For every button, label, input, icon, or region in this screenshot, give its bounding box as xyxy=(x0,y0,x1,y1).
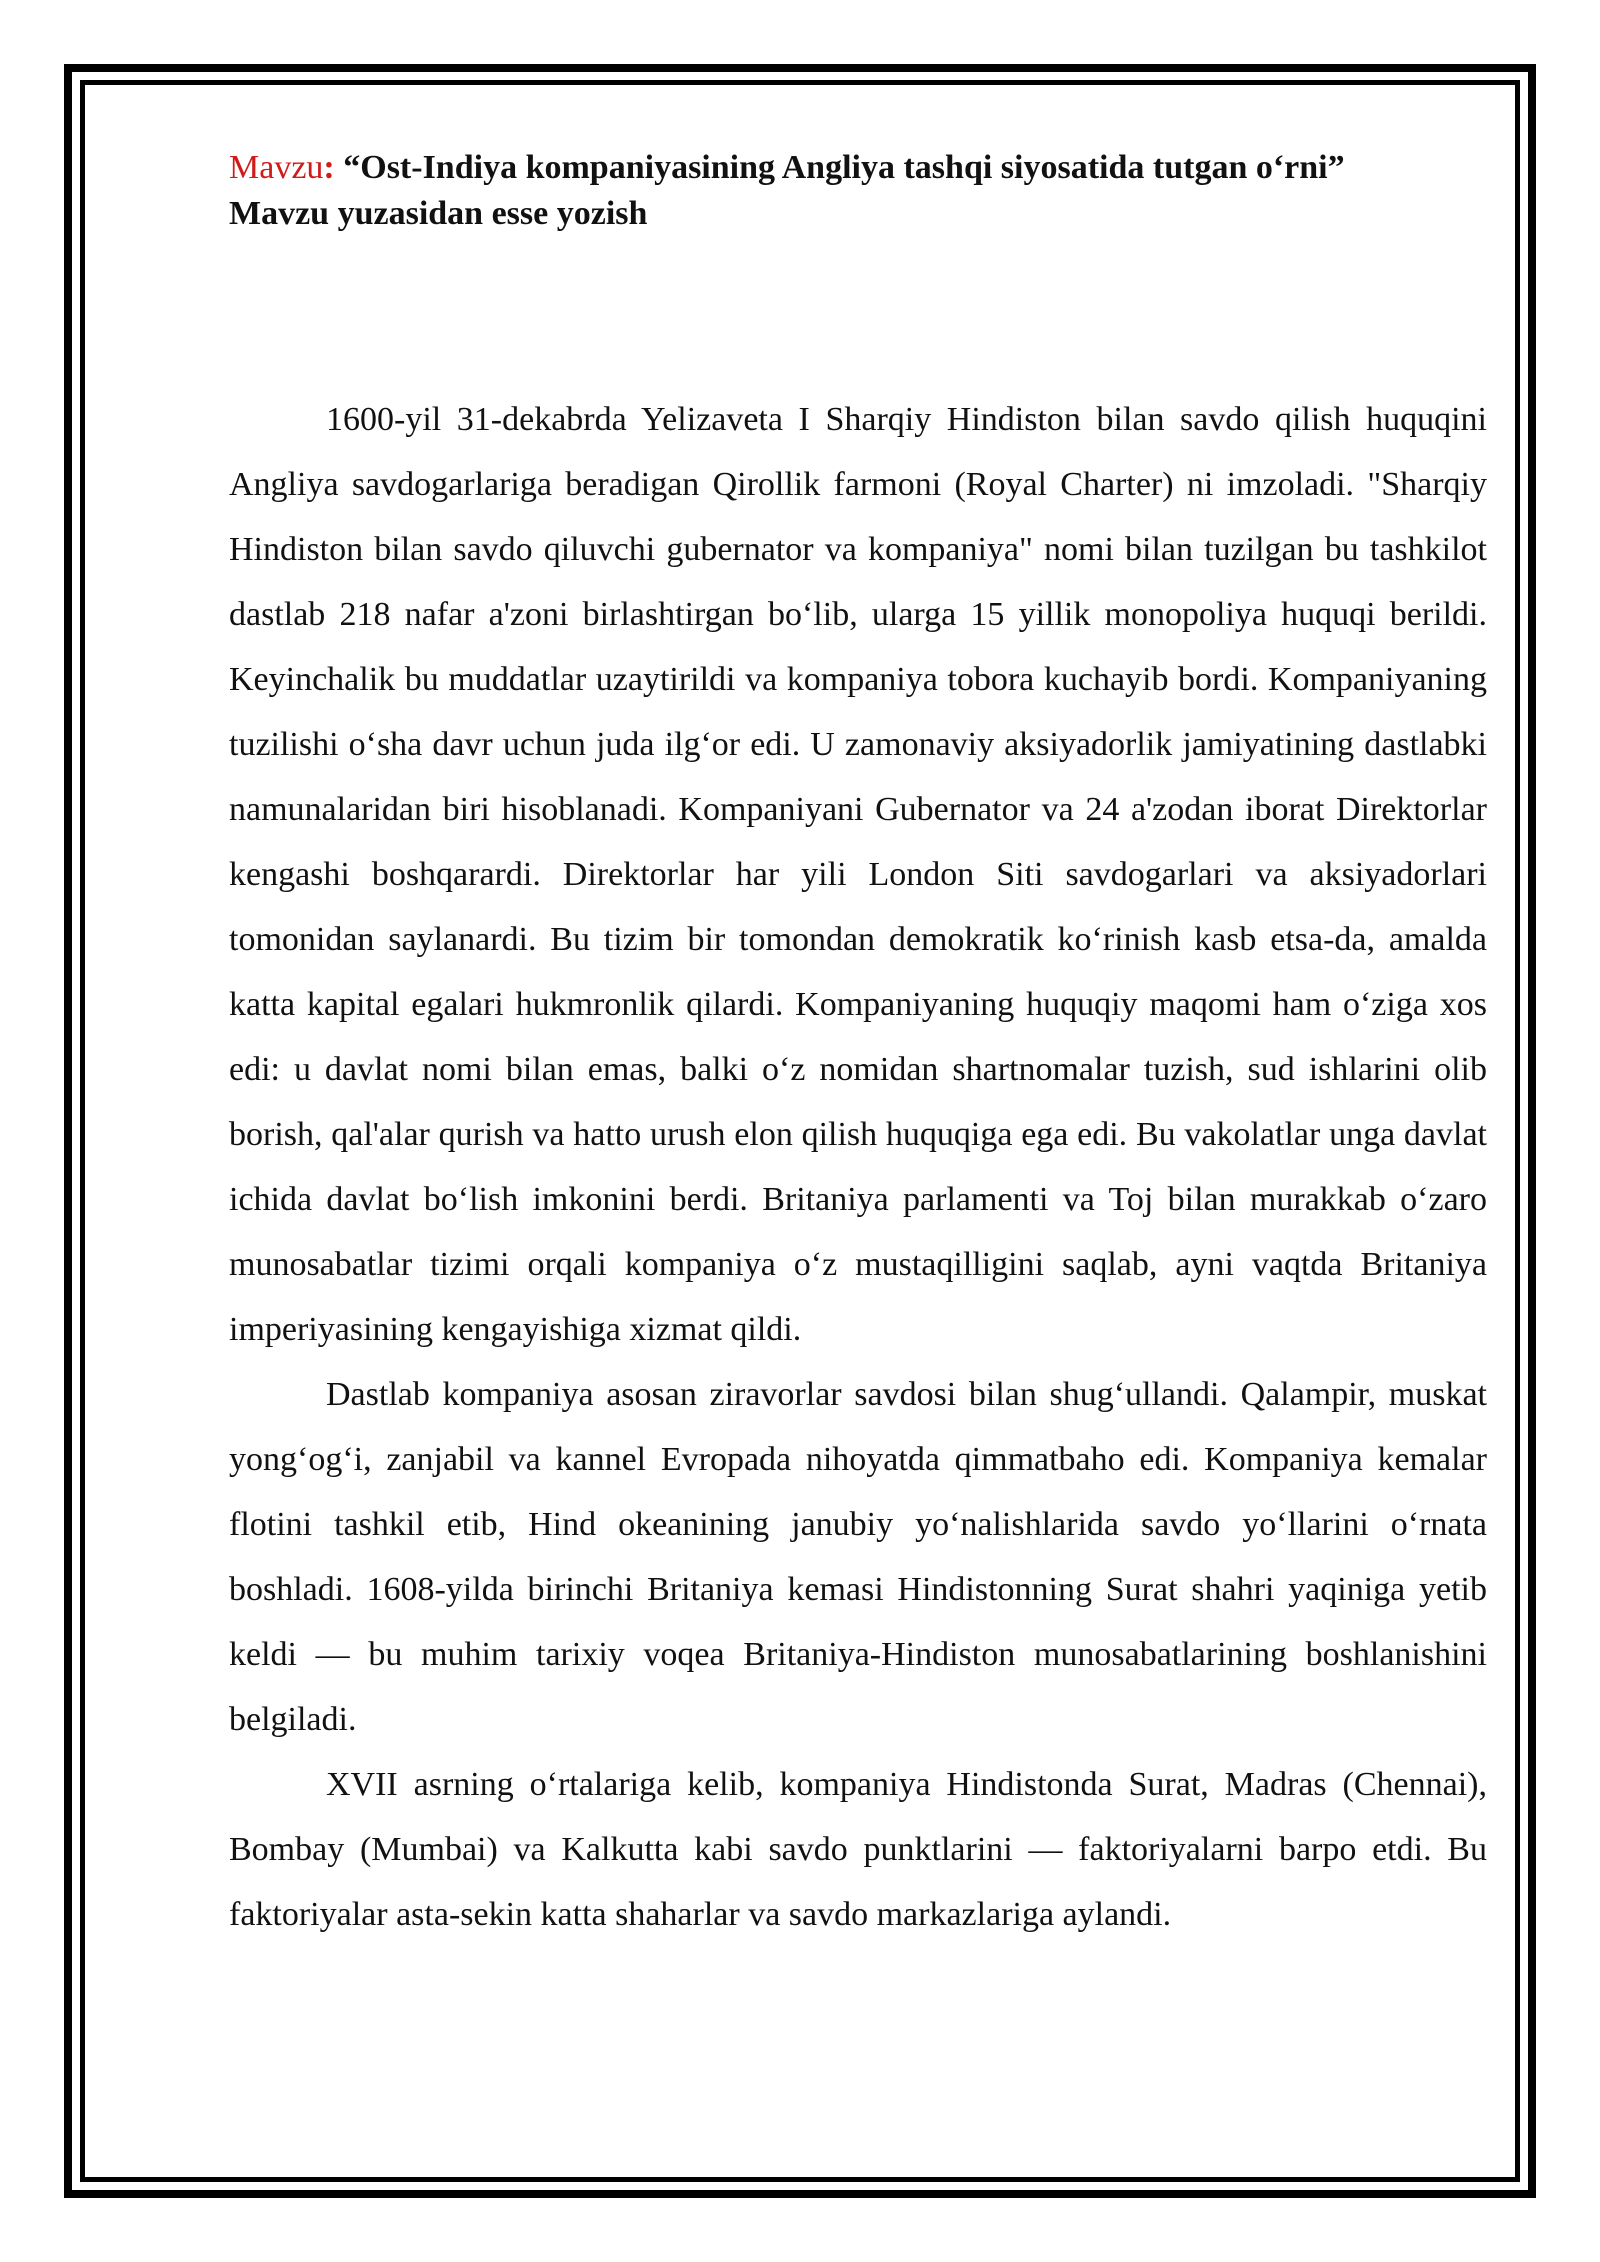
title-text: “Ost-Indiya kompaniyasining Angliya tashqi siyosatida tutgan o‘rni” xyxy=(334,149,1345,186)
document-content xyxy=(229,145,1487,1947)
paragraph-1: 1600-yil 31-dekabrda Yelizaveta I Sharqiy Hindiston bilan savdo qilish huquqini Angliya savdogarlariga beradigan Qirollik farmoni (Royal Charter) ni imzoladi. "Sharqiy Hindiston bilan savdo qiluvchi gubernator va kompaniya" nomi bilan tuzilgan bu tashkilot dastlab 218 nafar a'zoni birlashtirgan bo‘lib, ularga 15 yillik monopoliya huquqi berildi. Keyinchalik bu muddatlar uzaytirildi va kompaniya tobora kuchayib bordi. Kompaniyaning tuzilishi o‘sha davr uchun juda ilg‘or edi. U zamonaviy aksiyadorlik jamiyatining dastlabki namunalaridan biri hisoblanadi. Kompaniyani Gubernator va 24 a'zodan iborat Direktorlar kengashi boshqarardi. Direktorlar har yili London Siti savdogarlari va aksiyadorlari tomonidan saylanardi. Bu tizim bir tomondan demokratik ko‘rinish kasb etsa-da, amalda katta kapital egalari hukmronlik qilardi. Kompaniyaning huquqiy maqomi ham o‘ziga xos edi: u davlat nomi bilan emas, balki o‘z nomidan shartnomalar tuzish, sud ishlarini olib borish, qal'alar qurish va hatto urush elon qilish huquqiga ega edi. Bu vakolatlar unga davlat ichida davlat bo‘lish imkonini berdi. Britaniya parlamenti va Toj bilan murakkab o‘zaro munosabatlar tizimi orqali kompaniya o‘z mustaqilligini saqlab, ayni vaqtda Britaniya imperiyasining kengayishiga xizmat qildi. xyxy=(229,401,1487,1348)
paragraph-3: XVII asrning o‘rtalariga kelib, kompaniya Hindistonda Surat, Madras (Chennai), Bombay (Mumbai) va Kalkutta kabi savdo punktlarini — faktoriyalarni barpo etdi. Bu faktoriyalar asta-sekin katta shaharlar va savdo markazlariga aylandi. xyxy=(229,1766,1487,1933)
paragraph-2: Dastlab kompaniya asosan ziravorlar savdosi bilan shug‘ullandi. Qalampir, muskat yong‘og‘i, zanjabil va kannel Evropada nihoyatda qimmatbaho edi. Kompaniya kemalar flotini tashkil etib, Hind okeanining janubiy yo‘nalishlarida savdo yo‘llarini o‘rnata boshladi. 1608-yilda birinchi Britaniya kemasi Hindistonning Surat shahri yaqiniga yetib keldi — bu muhim tarixiy voqea Britaniya-Hindiston munosabatlarining boshlanishini belgiladi. xyxy=(229,1376,1487,1738)
title-subtitle: Mavzu yuzasidan esse yozish xyxy=(229,195,648,232)
title-label: Mavzu xyxy=(229,149,324,186)
document-title xyxy=(229,145,1487,237)
title-colon: : xyxy=(323,149,335,186)
document-body xyxy=(229,387,1487,1947)
